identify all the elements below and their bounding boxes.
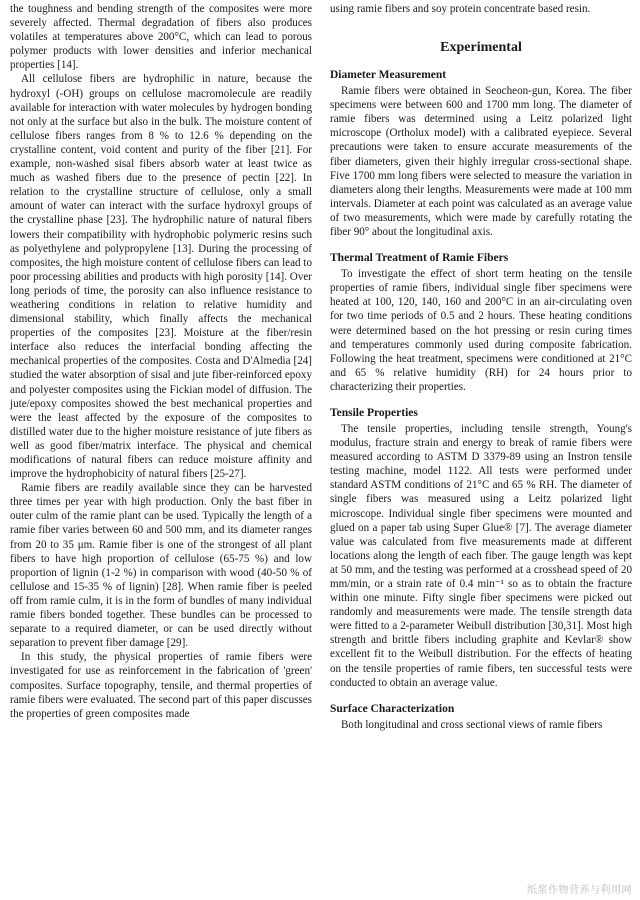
subsection-heading: Diameter Measurement xyxy=(330,69,447,82)
subsection-heading: Tensile Properties xyxy=(330,406,418,419)
right-column xyxy=(330,2,632,900)
paragraph: using ramie fibers and soy protein concentrate based resin. xyxy=(330,3,591,15)
subsection-tensile xyxy=(330,406,632,690)
paragraph: All cellulose fibers are hydrophilic in nature, because the hydroxyl (-OH) groups on cellulose macromolecule are readily available for interaction with water molecules by hydrogen bonding not only at the surface but also in the bulk. The moisture content of cellulose fibers ranges from 8 % to 12.6 % depending on the crystalline content, void content and purity of the fiber [21]. For example, non-washed sisal fibers absorb water at least twice as much as washed fibers due to the presence of pectin [22]. In relation to the crystalline structure of cellulose, only a small amount of water can interact with the surface hydroxyl groups of the crystalline phase [23]. The hydrophilic nature of natural fibers lowers their compatibility with hydrophobic polymeric resins such as polyethylene and polypropylene [13]. During the processing of composites, the high moisture content of cellulose fibers can lead to poor processing abilities and products with high porosity [14]. Over long periods of time, the porosity can also influence resistance to weathering conditions in relation to relative humidity and dimensional stability, which finally affects the mechanical properties of the composites [23]. Moisture at the fiber/resin interface also reduces the interfacial bonding affecting the mechanical properties of the composites. Costa and D'Almedia [24] studied the water absorption of sisal and jute fiber-reinforced epoxy and polyester composites using the Fickian model of diffusion. The jute/epoxy composites showed the best mechanical properties and were the least affected by the exposure of the composites to distilled water due to the higher moisture resistance of jute fibers as well as good fiber/matrix interface. The physical and chemical modifications of natural fibers can reduce moisture affinity and improve the hydrophobicity of natural fibers [25-27]. xyxy=(10,73,312,481)
paragraph: To investigate the effect of short term heating on the tensile properties of ramie fibers, individual single fiber specimens were heated at 100, 120, 140, 160 and 200°C in an air-circulating oven for two time periods of 0.5 and 2 hours. These heating conditions were determined based on the hot pressing or resin curing times and temperatures commonly used during composite fabrication. Following the heat treatment, specimens were conditioned at 21°C and 65 % relative humidity (RH) for 24 hours prior to characterizing their properties. xyxy=(330,268,632,393)
paragraph: Both longitudinal and cross sectional views of ramie fibers xyxy=(341,718,603,731)
section-title: Experimental xyxy=(440,40,522,56)
left-column xyxy=(10,2,312,900)
paragraph: In this study, the physical properties of ramie fibers were investigated for use as reinforcement in the fabrication of 'green' composites. Surface topography, tensile, and thermal properties of ramie fibers were evaluated. The second part of this paper discusses the properties of green composites made xyxy=(10,651,312,720)
subsection-heading: Thermal Treatment of Ramie Fibers xyxy=(330,252,509,265)
subsection-surface xyxy=(330,702,632,732)
paragraph: The tensile properties, including tensile strength, Young's modulus, fracture strain and energy to break of ramie fibers were measured according to ASTM D 3379-89 using an Instron tensile testing machine, model 1122. All tests were performed under standard ASTM conditions of 21°C and 65 % RH. The diameter of single fibers was measured using a Leitz polarized light microscope. Individual single fiber specimens were mounted and glued on a paper tab using Super Glue® [7]. The average diameter value was calculated from five measurements made at different locations along the length of each fiber. The gauge length was kept at 50 mm, and the testing was performed at a crosshead speed of 20 mm/min, or a strain rate of 0.4 min⁻¹ so as to obtain the fracture within one minute. Fifty single fiber specimens were picked out randomly and measurements were made. The tensile strength data were fitted to a 2-parameter Weibull distribution [30,31]. Most high strength and brittle fibers including graphite and Kevlar® show excellent fit to the Weibull distribution. For the effects of heating on the tensile properties of ramie fibers, ten successful tests were conducted to obtain an average value. xyxy=(330,422,632,689)
watermark: 纸浆作物营养与利用网 xyxy=(527,885,632,896)
paragraph: the toughness and bending strength of the composites were more severely affected. Thermal degradation of fibers also produces volatiles at temperatures above 200°C, which can lead to porous polymer products with lower densities and inferior mechanical properties [14]. xyxy=(10,3,312,72)
subsection-thermal xyxy=(330,251,632,394)
subsection-heading: Surface Characterization xyxy=(330,702,455,715)
paragraph: Ramie fibers are readily available since they can be harvested three times per year with high production. Only the bast fiber in outer culm of the ramie plant can be used. Typically the length of a ramie fiber varies between 60 and 500 mm, and its diameter ranges from 20 to 35 μm. Ramie fiber is one of the strongest of all plant fibers to have high proportion of cellulose (65-75 %) and low proportion of lignin (1-2 %) in comparison with wood (40-50 % of cellulose and 15-35 % of lignin) [28]. When ramie fiber is peeled off from ramie culm, it is in the form of bundles of many individual ramie fibers bonded together. These bundles can be processed to separate to a required diameter, or can be used directly without separation to prevent fiber damage [29]. xyxy=(10,482,312,650)
subsection-diameter xyxy=(330,68,632,239)
paragraph: Ramie fibers were obtained in Seocheon-gun, Korea. The fiber specimens were between 600 and 1700 mm long. The diameter of ramie fibers was determined using a Leitz polarized light microscope (Ortholux model) with a calibrated eyepiece. Several precautions were taken to ensure accurate measurements of the fiber diameters, given their highly irregular cross-sectional shape. Five 1700 mm long fibers were selected to measure the variation in diameters along their lengths. Measurements were made at 100 mm intervals. Diameter at each point was calculated as an average value of two measurements, which were made by carefully rotating the fiber 90° about the longitudinal axis. xyxy=(330,85,632,239)
